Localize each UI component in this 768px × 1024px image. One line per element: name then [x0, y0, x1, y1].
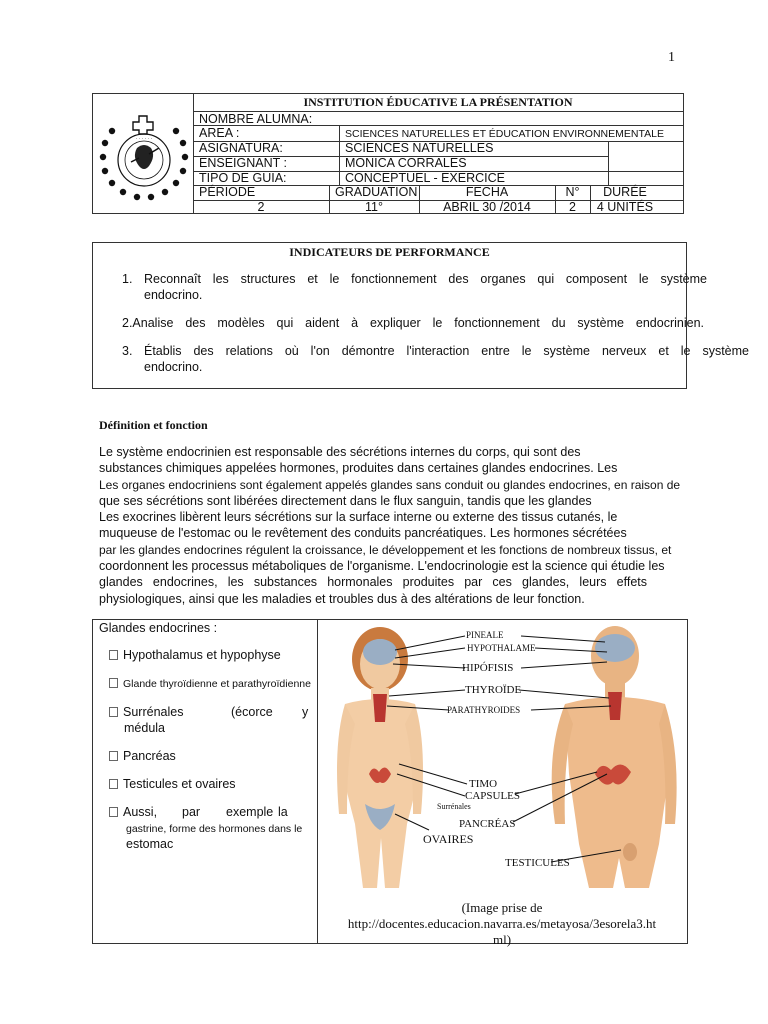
val-duree: 4 UNITÉS [596, 200, 654, 214]
paragraph-line: Les exocrines libèrent leurs sécrétions sur la surface interne ou externe des tissus cutanés, le [99, 510, 618, 525]
glands-title: Glandes endocrines : [99, 621, 218, 635]
indicator-3-number: 3. [122, 344, 133, 358]
indicator-2: 2.Analise des modèles qui aident à expliquer le fonctionnement du système endocrinien. [122, 316, 704, 330]
label-hypothalame: HYPOTHALAME [467, 643, 536, 653]
indicator-3-line-1: Établis des relations où l'on démontre l'interaction entre le système nerveux et le système [144, 344, 749, 358]
col-numero: N° [565, 185, 580, 199]
gland-item: Hypothalamus et hypophyse [109, 647, 281, 663]
val-graduation: 11° [365, 200, 383, 214]
caption-line: (Image prise de [461, 900, 543, 915]
checkbox-bullet-icon [109, 779, 118, 789]
glands-table [92, 619, 688, 947]
col-periode: PÉRIODE [199, 185, 256, 199]
header-table [92, 93, 684, 214]
gland-item-part: estomac [126, 837, 174, 851]
section-title: Définition et fonction [99, 418, 208, 432]
asignatura-value: SCIENCES NATURELLES [345, 141, 494, 155]
label-capsules: CAPSULES [465, 790, 521, 802]
checkbox-bullet-icon [109, 650, 118, 660]
label-timo: TIMO [469, 778, 498, 790]
paragraph-line: coordonnent les processus métaboliques de l'organisme. L'endocrinologie est la science qui étudie les [99, 559, 665, 574]
paragraph-line: muqueuse de l'estomac ou le revêtement des conduits pancréatiques. Les hormones sécrétées [99, 526, 627, 541]
caption-line: ml) [492, 932, 512, 947]
male-figure [552, 626, 677, 888]
gland-item-part: gastrine, forme des hormones dans le [126, 823, 303, 835]
label-surrenales: Surrénales [437, 802, 471, 811]
nombre-label: NOMBRE ALUMNA: [199, 112, 313, 126]
paragraph-line: que ses sécrétions sont libérées directement dans le flux sanguin, tandis que les glandes [99, 493, 592, 508]
col-fecha: FECHA [465, 185, 509, 199]
endocrine-illustration [325, 624, 685, 888]
gland-item: Testicules et ovaires [109, 776, 236, 792]
gland-item-part: (écorce [231, 705, 273, 719]
enseignant-label: ENSEIGNANT : [199, 156, 287, 170]
area-value: SCIENCES NATURELLES ET ÉDUCATION ENVIRONNEMENTALE [345, 128, 664, 140]
paragraph-line: substances chimiques appelées hormones, produites dans certaines glandes endocrines. Les [99, 461, 618, 476]
gland-item: Aussi, [109, 804, 157, 820]
svg-text:· · · · · ·: · · · · · · [135, 136, 153, 142]
gland-item: Glande thyroïdienne et parathyroïdienne [109, 676, 311, 692]
gland-item: Surrénales [109, 704, 183, 720]
indicator-1-line-1: Reconnaît les structures et le fonctionnement des organes qui composent le système [144, 272, 707, 286]
checkbox-bullet-icon [109, 707, 118, 717]
paragraph-line: glandes endocrines, les substances hormonales produites par ces glandes, leurs effets [99, 575, 647, 590]
female-figure [337, 627, 423, 888]
tipo-value: CONCEPTUEL - EXERCICE [345, 171, 505, 185]
paragraph-line: par les glandes endocrines régulent la croissance, le développement et les fonctions de nombreux tissus, et [99, 542, 672, 557]
gland-item-part: médula [124, 721, 165, 735]
page-number: 1 [668, 50, 675, 65]
indicator-1-number: 1. [122, 272, 133, 286]
label-parathyroides: PARATHYROIDES [447, 705, 521, 715]
indicators-box [92, 242, 749, 389]
gland-item: Pancréas [109, 748, 176, 764]
paragraph-line: Les organes endocriniens sont également appelés glandes sans conduit ou glandes endocrines, en raison de [99, 477, 681, 492]
paragraph-line: Le système endocrinien est responsable des sécrétions internes du corps, qui sont des [99, 445, 581, 459]
label-pancreas: PANCRÉAS [459, 818, 516, 830]
checkbox-bullet-icon [109, 807, 118, 817]
gland-item-part: y [302, 705, 309, 719]
school-logo [93, 94, 194, 213]
definition-paragraph [99, 444, 695, 607]
val-periode: 2 [257, 200, 265, 214]
label-hipofisis: HIPÓFISIS [462, 662, 514, 674]
area-label: AREA : [199, 126, 240, 140]
col-duree: DURÉE [603, 185, 647, 199]
col-graduation: GRADUATION [335, 185, 418, 199]
val-fecha: ABRIL 30 /2014 [443, 200, 531, 214]
paragraph-line: physiologiques, ainsi que les maladies et troubles dus à des altérations de leur fonction. [99, 591, 585, 606]
label-thyroide: THYROÏDE [465, 684, 522, 696]
label-testicules: TESTICULES [505, 857, 570, 869]
indicator-3-line-2: endocrino. [144, 360, 203, 374]
gland-item-part: la [278, 805, 288, 819]
gland-item-part: exemple [226, 805, 274, 819]
checkbox-bullet-icon [109, 751, 118, 761]
gland-item-part: par [182, 805, 201, 819]
indicator-1-line-2: endocrino. [144, 288, 203, 302]
asignatura-label: ASIGNATURA: [199, 141, 283, 155]
checkbox-bullet-icon [109, 678, 118, 688]
enseignant-value: MONICA CORRALES [345, 156, 467, 170]
caption-line: http://docentes.educacion.navarra.es/metayosa/3esorela3.ht [347, 916, 657, 931]
image-caption [319, 900, 685, 948]
label-ovaires: OVAIRES [423, 832, 474, 846]
label-pineale: PINEALE [466, 630, 504, 640]
val-numero: 2 [569, 200, 576, 214]
institution-name: INSTITUTION ÉDUCATIVE LA PRÉSENTATION [303, 95, 573, 109]
indicators-title: INDICATEURS DE PERFORMANCE [289, 245, 490, 259]
tipo-label: TIPO DE GUIA: [199, 171, 287, 185]
